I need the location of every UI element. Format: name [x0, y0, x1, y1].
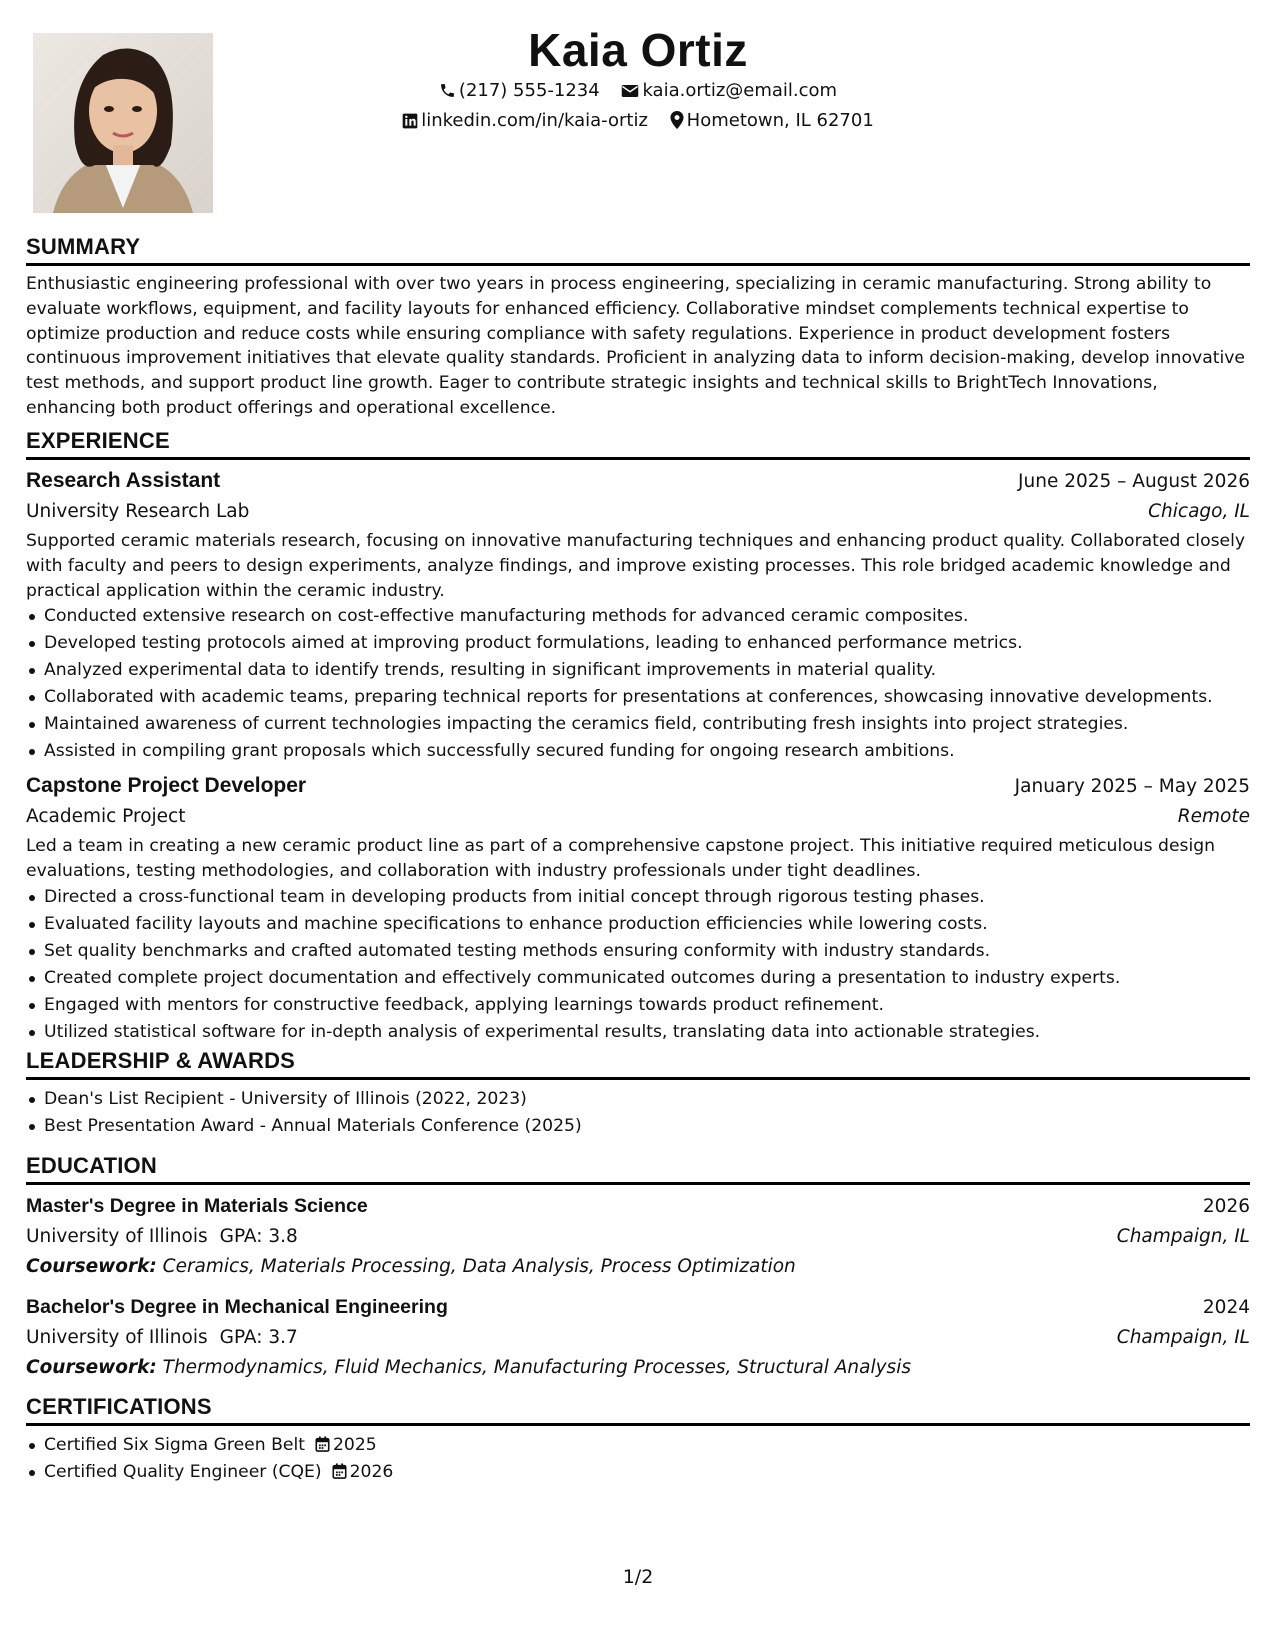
degree-title: Bachelor's Degree in Mechanical Engineering — [26, 1296, 448, 1318]
list-item: Dean's List Recipient - University of Illinois (2022, 2023) — [44, 1086, 1250, 1113]
certifications-list — [26, 1432, 1250, 1486]
education-heading: EDUCATION — [26, 1152, 1250, 1185]
list-item: Best Presentation Award - Annual Materials Conference (2025) — [44, 1113, 1250, 1140]
job-bullets — [26, 884, 1250, 1046]
list-item: Directed a cross-functional team in developing products from initial concept through rigorous testing phases. — [44, 884, 1250, 911]
phone-contact[interactable] — [439, 79, 600, 103]
contact-line-1 — [26, 79, 1250, 103]
list-item: Maintained awareness of current technologies impacting the ceramics field, contributing fresh insights into project strategies. — [44, 711, 1250, 738]
list-item: Utilized statistical software for in-depth analysis of experimental results, translating data into actionable strategies. — [44, 1019, 1250, 1046]
degree-title: Master's Degree in Materials Science — [26, 1195, 368, 1217]
certification-year: 2026 — [349, 1462, 394, 1482]
email-contact[interactable] — [621, 79, 837, 103]
summary-heading: SUMMARY — [26, 233, 1250, 266]
school-info — [26, 1323, 298, 1353]
candidate-name: Kaia Ortiz — [528, 24, 748, 76]
list-item — [44, 1459, 1250, 1486]
certifications-section — [26, 1393, 1250, 1486]
certification-date — [322, 1462, 394, 1482]
certification-name: Certified Quality Engineer (CQE) — [44, 1462, 322, 1482]
calendar-icon — [332, 1463, 347, 1479]
job-description: Supported ceramic materials research, focusing on innovative manufacturing techniques and enhancing product quality. Collaborated closely with faculty and peers to design experiments, analyze findings, and improve existing processes. This role bridged academic knowledge and practical application within the ceramic industry. — [26, 531, 1246, 601]
map-pin-icon — [670, 111, 684, 129]
certification-date — [305, 1435, 377, 1455]
linkedin-text: linkedin.com/in/kaia-ortiz — [421, 110, 648, 131]
job-dates: June 2025 – August 2026 — [1018, 471, 1250, 492]
job-location: Remote — [1177, 806, 1250, 828]
experience-section — [26, 427, 1250, 1046]
list-item: Collaborated with academic teams, preparing technical reports for presentations at conferences, showcasing innovative developments. — [44, 684, 1250, 711]
school-location: Champaign, IL — [1116, 1327, 1250, 1348]
email-text: kaia.ortiz@email.com — [642, 80, 838, 101]
leadership-list — [26, 1086, 1250, 1140]
graduation-year: 2024 — [1202, 1297, 1250, 1318]
certifications-heading: CERTIFICATIONS — [26, 1393, 1250, 1426]
coursework — [26, 1252, 1250, 1282]
certification-name: Certified Six Sigma Green Belt — [44, 1435, 305, 1455]
leadership-heading: LEADERSHIP & AWARDS — [26, 1047, 1250, 1080]
location-contact — [670, 109, 874, 133]
job-title: Capstone Project Developer — [26, 774, 307, 798]
job-bullets — [26, 603, 1250, 765]
list-item: Conducted extensive research on cost-effective manufacturing methods for advanced ceramic composites. — [44, 603, 1250, 630]
school-location: Champaign, IL — [1116, 1226, 1250, 1247]
job-location: Chicago, IL — [1148, 501, 1250, 522]
education-section — [26, 1152, 1250, 1383]
page-number: 1/2 — [622, 1566, 654, 1588]
school-name: University of Illinois — [26, 1327, 208, 1348]
contact-line-2 — [26, 109, 1250, 133]
coursework-label: Coursework: — [26, 1357, 157, 1378]
graduation-year: 2026 — [1202, 1196, 1250, 1217]
coursework-label: Coursework: — [26, 1256, 157, 1277]
job-dates: January 2025 – May 2025 — [1014, 776, 1250, 798]
job-organization: University Research Lab — [26, 501, 250, 522]
list-item: Developed testing protocols aimed at improving product formulations, leading to enhanced performance metrics. — [44, 630, 1250, 657]
list-item — [44, 1432, 1250, 1459]
gpa: GPA: 3.8 — [219, 1226, 298, 1247]
leadership-section — [26, 1047, 1250, 1140]
job-organization: Academic Project — [26, 806, 186, 828]
phone-icon — [439, 82, 456, 99]
job-title: Research Assistant — [26, 469, 221, 492]
coursework — [26, 1353, 1250, 1383]
linkedin-contact[interactable] — [402, 109, 648, 133]
coursework-list: Ceramics, Materials Processing, Data Analysis, Process Optimization — [162, 1256, 796, 1277]
job-description: Led a team in creating a new ceramic product line as part of a comprehensive capstone project. This initiative required meticulous design evaluations, testing methodologies, and collaboration with industry professionals under tight deadlines. — [26, 836, 1216, 882]
list-item: Evaluated facility layouts and machine specifications to enhance production efficiencies while lowering costs. — [44, 911, 1250, 938]
resume-page — [26, 0, 1250, 1650]
experience-heading: EXPERIENCE — [26, 427, 1250, 460]
calendar-icon — [315, 1436, 330, 1452]
certification-year: 2025 — [332, 1435, 377, 1455]
summary-text: Enthusiastic engineering professional with over two years in process engineering, specializing in ceramic manufacturing. Strong ability to evaluate workflows, equipment, and facility layouts for enhanced efficiency. Collaborative mindset complements technical expertise to optimize production and reduce costs while ensuring compliance with safety regulations. Experience in product development fosters continuous improvement initiatives that elevate quality standards. Proficient in analyzing data to inform decision-making, develop innovative test methods, and support product line growth. Eager to contribute strategic insights and technical skills to BrightTech Innovations, enhancing both product offerings and operational excellence. — [26, 274, 1246, 418]
linkedin-icon — [402, 113, 418, 129]
job-entry — [26, 771, 1250, 1046]
envelope-icon — [621, 83, 639, 99]
coursework-list: Thermodynamics, Fluid Mechanics, Manufacturing Processes, Structural Analysis — [162, 1357, 911, 1378]
gpa: GPA: 3.7 — [219, 1327, 298, 1348]
list-item: Assisted in compiling grant proposals which successfully secured funding for ongoing research ambitions. — [44, 738, 1250, 765]
education-entry — [26, 1191, 1250, 1282]
school-name: University of Illinois — [26, 1226, 208, 1247]
phone-text: (217) 555-1234 — [458, 80, 600, 101]
list-item: Analyzed experimental data to identify trends, resulting in significant improvements in material quality. — [44, 657, 1250, 684]
location-text: Hometown, IL 62701 — [686, 110, 874, 131]
school-info — [26, 1222, 298, 1252]
job-entry — [26, 466, 1250, 765]
education-entry — [26, 1292, 1250, 1383]
list-item: Engaged with mentors for constructive feedback, applying learnings towards product refinement. — [44, 992, 1250, 1019]
list-item: Set quality benchmarks and crafted automated testing methods ensuring conformity with industry standards. — [44, 938, 1250, 965]
summary-section — [26, 233, 1250, 421]
list-item: Created complete project documentation and effectively communicated outcomes during a presentation to industry experts. — [44, 965, 1250, 992]
